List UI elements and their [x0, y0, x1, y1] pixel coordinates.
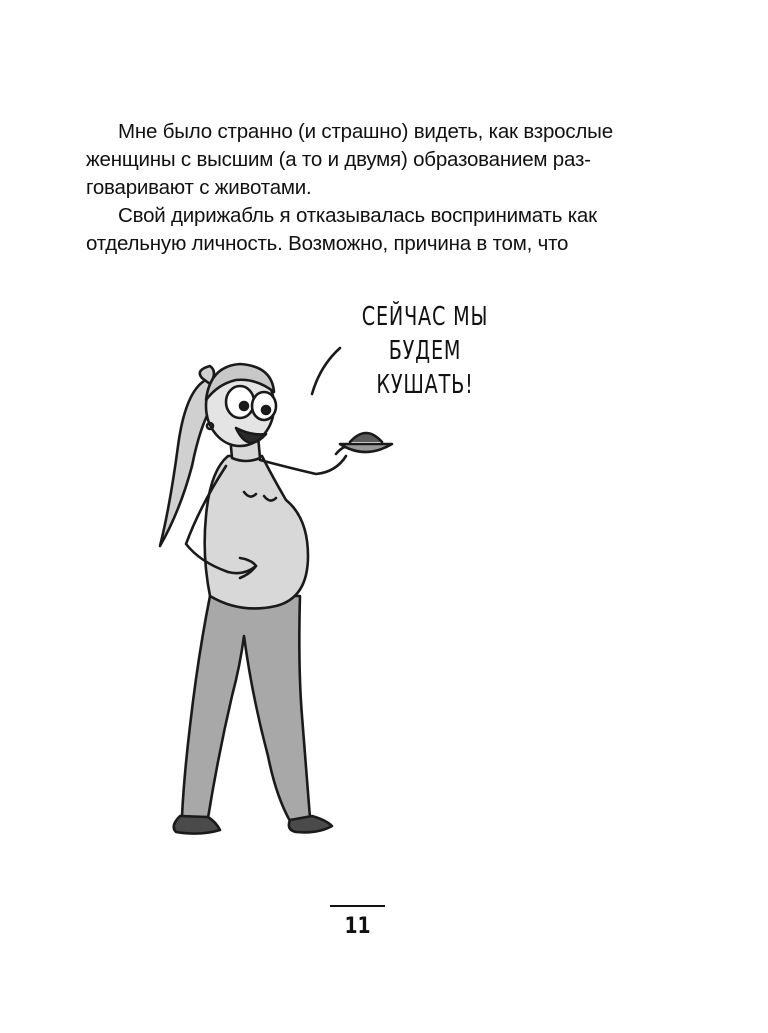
right-pupil	[262, 406, 270, 414]
food	[350, 433, 382, 442]
paragraph-2-line-2: отдельную личность. Возможно, причина в том, что	[86, 232, 569, 255]
speech-line-1: СЕЙЧАС МЫ БУДЕМ	[361, 302, 489, 366]
paragraph-1-line-3: говаривают с животами.	[86, 176, 312, 199]
page-number: 11	[344, 914, 371, 939]
left-eye	[226, 386, 254, 418]
left-shoe	[174, 816, 220, 834]
pregnant-woman-illustration	[140, 296, 540, 856]
speech-tick	[312, 348, 340, 394]
legs	[182, 596, 310, 821]
paragraph-1-line-2: женщины с высшим (а то и двумя) образованием раз-	[86, 148, 591, 171]
page-number-rule	[330, 905, 385, 907]
ponytail	[160, 378, 212, 546]
right-shoe	[289, 816, 332, 832]
body-text	[86, 118, 646, 258]
paragraph-2-line-1: Свой дирижабль я отказывалась воспринимать как	[118, 204, 597, 227]
torso	[205, 456, 308, 608]
right-arm	[260, 456, 346, 474]
bowl	[340, 444, 392, 452]
paragraph-1-line-1: Мне было странно (и страшно) видеть, как взрослые	[118, 120, 613, 143]
speech-line-2: КУШАТЬ!	[376, 370, 474, 400]
left-pupil	[240, 402, 248, 410]
